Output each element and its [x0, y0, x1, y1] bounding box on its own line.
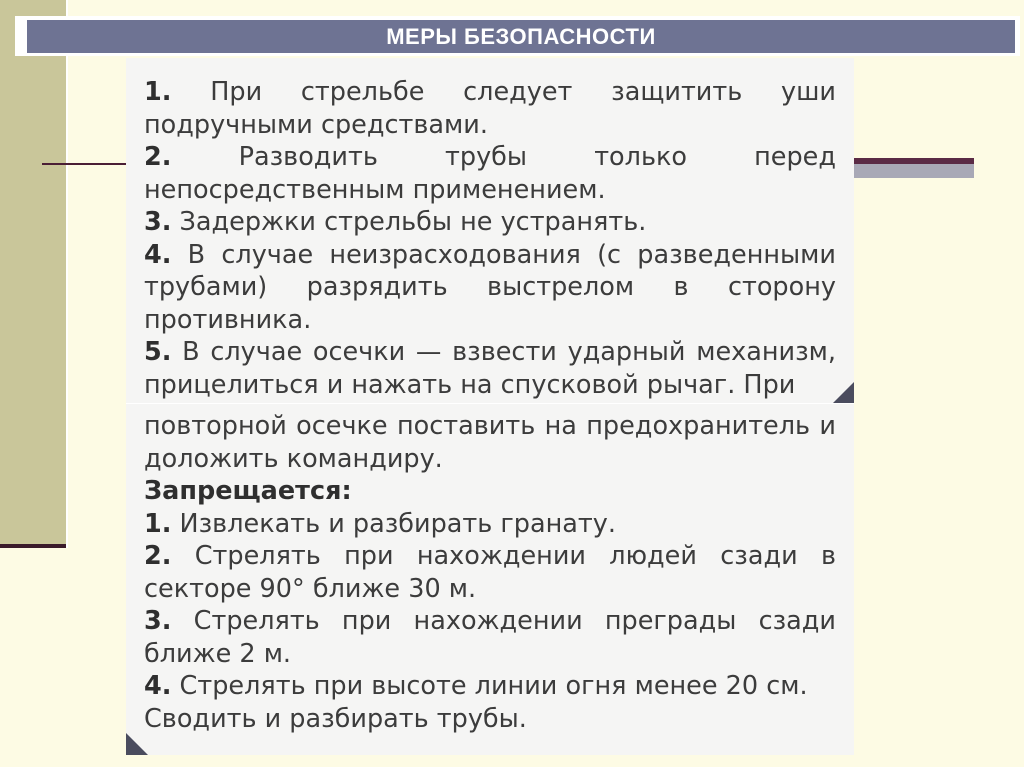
forbidden-rules-list [144, 410, 836, 735]
forbidden-item-2: 2. Стрелять при нахождении людей сзади в секторе 90° ближе 30 м. [144, 541, 836, 604]
forbidden-extra: Сводить и разбирать трубы. [144, 703, 527, 734]
safety-rules-list [144, 76, 836, 401]
slide-title: МЕРЫ БЕЗОПАСНОСТИ [386, 23, 656, 49]
safety-item-3: 3. Задержки стрельбы не устранять. [144, 207, 647, 237]
left-decor-band [0, 0, 66, 548]
left-decor-rule [66, 0, 68, 548]
forbidden-item-3: 3. Стрелять при нахождении преграды сзади ближе 2 м. [144, 606, 836, 669]
left-decor-bottom-rule [0, 544, 66, 548]
safety-item-4: 4. В случае неизрасходования (с разведенными трубами) разрядить выстрелом в сторону противника. [144, 239, 836, 335]
forbidden-item-4: 4. Стрелять при высоте линии огня менее 20 см. [144, 671, 808, 701]
forbidden-heading: Запрещается: [144, 476, 352, 506]
safety-rules-panel-top [126, 58, 854, 404]
forbidden-item-1: 1. Извлекать и разбирать гранату. [144, 508, 616, 539]
panel-corner-decor-bottom [126, 733, 148, 755]
safety-item-5-continued: повторной осечке поставить на предохранитель и доложить командиру. [144, 411, 836, 474]
safety-item-1: 1. При стрельбе следует защитить уши подручными средствами. [144, 77, 837, 140]
safety-item-2: 2. Разводить трубы только перед непосредственным применением. [144, 142, 837, 205]
title-bar [27, 20, 1015, 53]
safety-rules-panel-bottom [126, 404, 854, 755]
safety-item-5: 5. В случае осечки — взвести ударный механизм, прицелиться и нажать на спусковой рычаг. При [144, 337, 836, 400]
right-accent-band [852, 164, 974, 178]
panel-corner-decor [832, 382, 854, 404]
